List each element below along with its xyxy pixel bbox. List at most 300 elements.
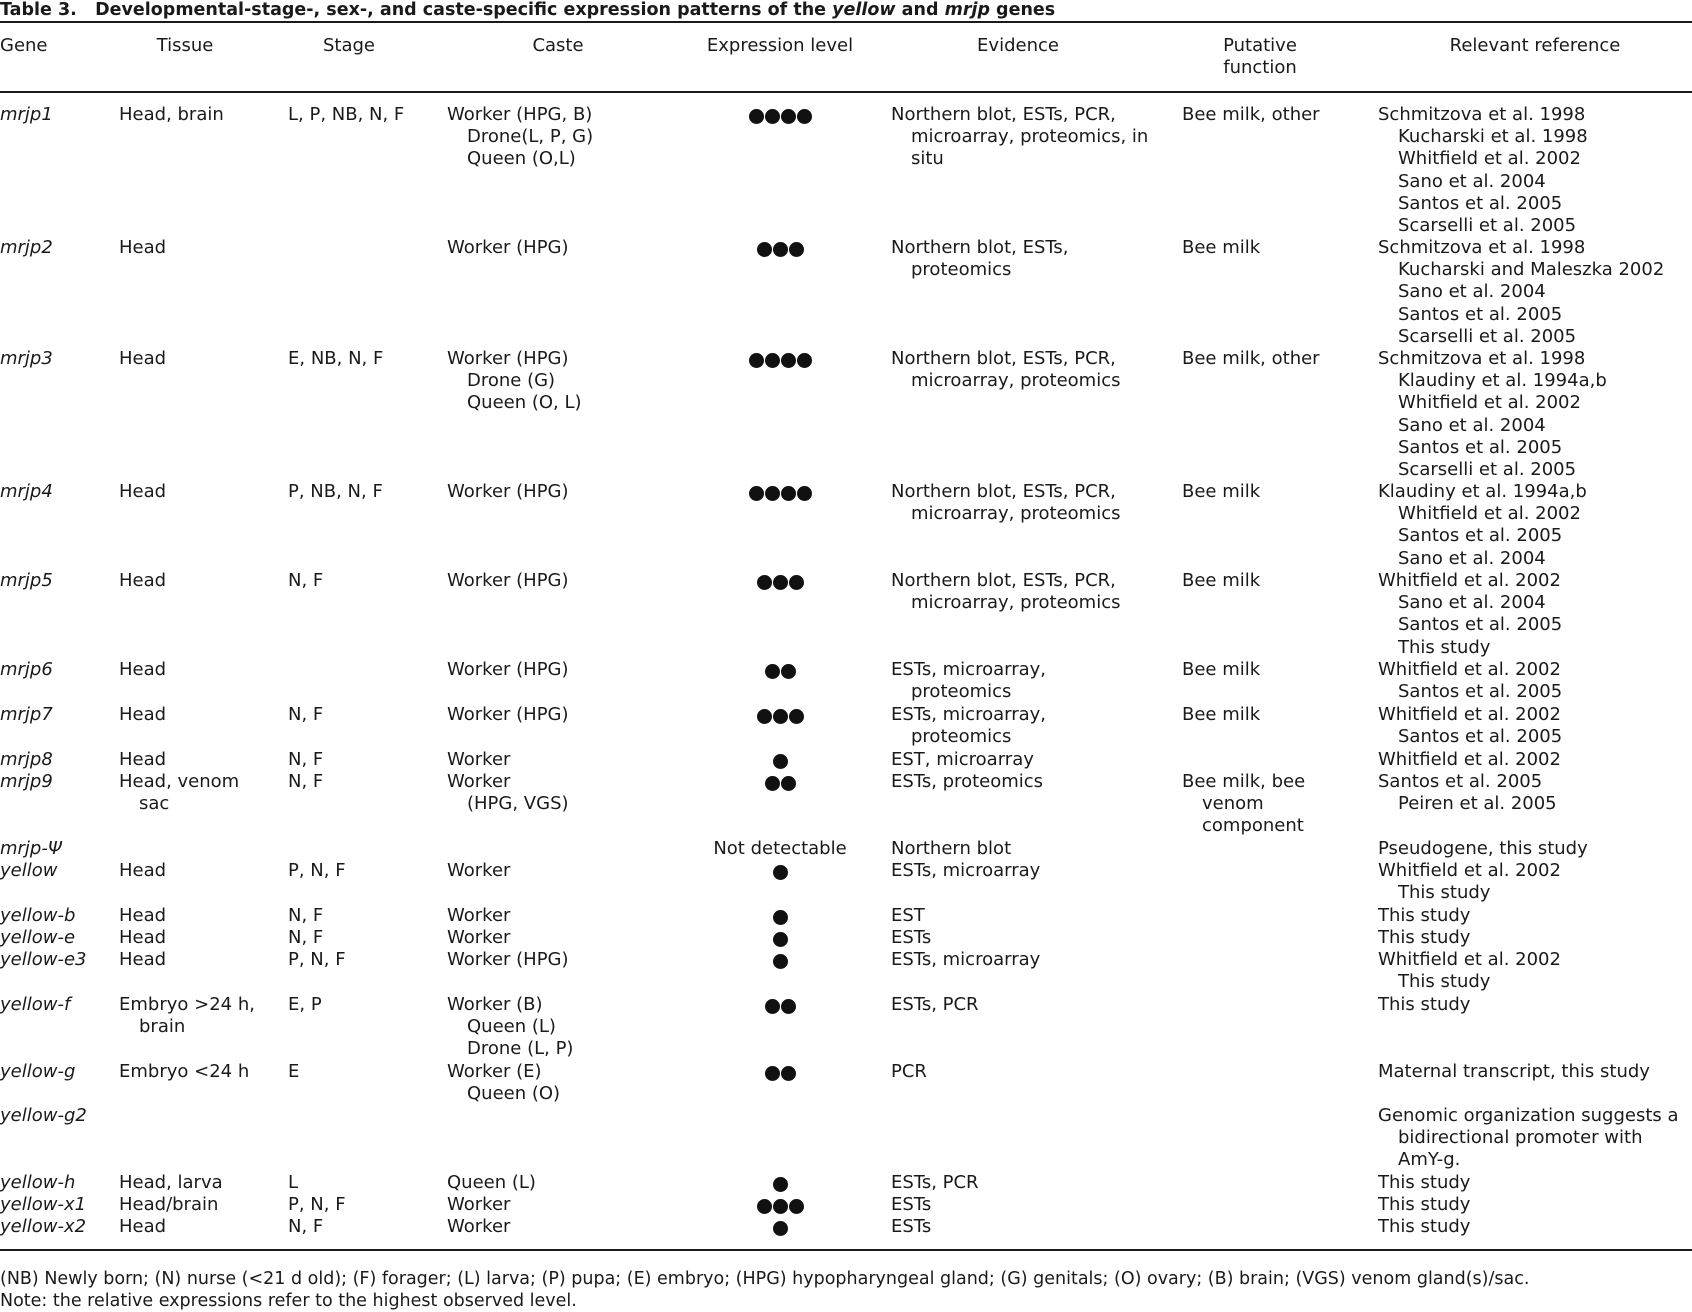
cell-reference <box>1378 927 1470 949</box>
cell-evidence <box>891 771 1043 793</box>
cell-tissue <box>119 481 166 503</box>
cell-line: Head <box>119 570 167 591</box>
cell-line: ESTs <box>891 1194 932 1215</box>
cell-stage <box>288 1172 298 1194</box>
cell-evidence <box>891 860 1040 882</box>
cell-evidence <box>891 927 931 949</box>
cell-gene: mrjp8 <box>0 749 53 770</box>
cell-line: Worker <box>447 927 511 948</box>
cell-line: Northern blot, ESTs, PCR, <box>891 481 1116 502</box>
cell-line: This study <box>1378 1172 1471 1193</box>
cell-line: Worker (HPG) <box>447 704 569 725</box>
cell-evidence <box>891 237 1069 281</box>
expression-dot-icon <box>773 754 788 769</box>
cell-line: L, P, NB, N, F <box>288 104 405 125</box>
cell-reference <box>1378 1105 1679 1172</box>
cell-expression <box>680 949 880 971</box>
cell-line: This study <box>1398 971 1491 993</box>
cell-line: Santos et al. 2005 <box>1398 436 1563 458</box>
cell-line: N, F <box>288 905 324 926</box>
cell-line: Schmitzova et al. 1998 <box>1378 237 1586 258</box>
cell-line: L <box>288 1172 299 1193</box>
cell-evidence <box>891 104 1148 171</box>
column-header-line: Caste <box>532 35 584 56</box>
caption-label: Table 3. <box>0 0 77 20</box>
cell-line: Queen (O,L) <box>467 148 576 170</box>
cell-caste <box>447 749 510 771</box>
cell-expression <box>680 771 880 793</box>
cell-line: Whitfield et al. 2002 <box>1398 392 1581 414</box>
cell-line: Head <box>119 481 167 502</box>
cell-line: Drone(L, P, G) <box>467 126 594 148</box>
expression-dot-icon <box>773 1199 788 1214</box>
cell-line: Worker <box>447 749 511 770</box>
cell-tissue <box>119 237 166 259</box>
cell-reference <box>1378 348 1607 481</box>
cell-caste <box>447 104 593 171</box>
cell-tissue <box>119 348 166 370</box>
cell-gene: yellow-x2 <box>0 1216 87 1237</box>
cell-line: Worker (HPG) <box>447 348 569 369</box>
cell-line: Santos et al. 2005 <box>1398 681 1563 703</box>
cell-line: proteomics <box>911 726 1012 748</box>
cell-reference <box>1378 949 1561 993</box>
cell-tissue <box>119 994 255 1038</box>
cell-line: Head <box>119 860 167 881</box>
cell-stage <box>288 860 346 882</box>
cell-gene: yellow <box>0 860 58 881</box>
cell-line: Northern blot, ESTs, <box>891 237 1069 258</box>
cell-line: Worker (HPG) <box>447 570 569 591</box>
cell-line: P, N, F <box>288 1194 346 1215</box>
cell-line: Santos et al. 2005 <box>1398 525 1563 547</box>
cell-line: Worker <box>447 860 511 881</box>
cell-line: Embryo >24 h, <box>119 994 255 1015</box>
cell-line: Whitfield et al. 2002 <box>1378 749 1561 770</box>
column-header-caste <box>428 35 688 57</box>
cell-evidence <box>891 1216 931 1238</box>
cell-stage <box>288 704 323 726</box>
cell-function <box>1182 237 1260 259</box>
cell-line: Sano et al. 2004 <box>1398 281 1546 303</box>
column-header-reference <box>1405 35 1665 57</box>
cell-line: Kucharski and Maleszka 2002 <box>1398 259 1665 281</box>
cell-line: N, F <box>288 1216 324 1237</box>
expression-dot-icon <box>781 776 796 791</box>
cell-line: Maternal transcript, this study <box>1378 1061 1650 1082</box>
cell-caste <box>447 771 569 815</box>
cell-caste <box>447 659 569 681</box>
cell-line: ESTs, PCR <box>891 994 979 1015</box>
cell-gene: yellow-g <box>0 1061 76 1082</box>
cell-stage <box>288 949 346 971</box>
cell-line: This study <box>1378 1194 1471 1215</box>
cell-caste <box>447 1061 560 1105</box>
column-header-line: Stage <box>322 35 375 56</box>
expression-dot-icon <box>757 1199 772 1214</box>
cell-stage <box>288 104 404 126</box>
cell-line: ESTs, proteomics <box>891 771 1044 792</box>
cell-gene: yellow-e3 <box>0 949 87 970</box>
column-header-line: Relevant reference <box>1449 35 1621 56</box>
cell-function <box>1182 570 1260 592</box>
cell-caste <box>447 1216 510 1238</box>
cell-stage <box>288 994 322 1016</box>
cell-tissue <box>119 860 166 882</box>
cell-line: Worker (E) <box>447 1061 542 1082</box>
cell-expression <box>680 1105 880 1127</box>
column-header-line: Tissue <box>156 35 214 56</box>
cell-line: N, F <box>288 771 324 792</box>
cell-line: Northern blot <box>891 838 1012 859</box>
cell-stage <box>288 749 323 771</box>
cell-line: Head, venom <box>119 771 240 792</box>
cell-function <box>1182 659 1260 681</box>
cell-line: PCR <box>891 1061 927 1082</box>
expression-dot-icon <box>789 575 804 590</box>
expression-dot-icon <box>781 109 796 124</box>
cell-line: This study <box>1378 994 1471 1015</box>
cell-tissue <box>119 927 166 949</box>
cell-line: Whitfield et al. 2002 <box>1378 860 1561 881</box>
cell-line: Northern blot, ESTs, PCR, <box>891 570 1116 591</box>
cell-line: (HPG, VGS) <box>467 793 569 815</box>
cell-evidence <box>891 749 1034 771</box>
column-header-line: Evidence <box>977 35 1059 56</box>
cell-expression <box>680 1172 880 1194</box>
cell-gene: mrjp5 <box>0 570 53 591</box>
cell-line: Drone (L, P) <box>467 1038 574 1060</box>
cell-stage <box>288 1194 346 1216</box>
cell-tissue <box>119 771 239 815</box>
cell-line: Whitfield et al. 2002 <box>1378 570 1561 591</box>
cell-reference <box>1378 994 1470 1016</box>
cell-stage <box>288 1216 323 1238</box>
cell-line: N, F <box>288 704 324 725</box>
cell-line: Worker (B) <box>447 994 543 1015</box>
cell-line: Queen (L) <box>447 1172 536 1193</box>
caption-text-mid: and <box>895 0 945 20</box>
cell-line: P, N, F <box>288 949 346 970</box>
cell-expression <box>680 1194 880 1216</box>
cell-gene: mrjp3 <box>0 348 53 369</box>
cell-line: Bee milk <box>1182 659 1261 680</box>
cell-line: Whitfield et al. 2002 <box>1398 148 1581 170</box>
cell-expression <box>680 104 880 126</box>
expression-dot-icon <box>773 910 788 925</box>
cell-caste <box>447 994 573 1061</box>
expression-text: Not detectable <box>713 838 847 859</box>
cell-evidence <box>891 838 1011 860</box>
cell-evidence <box>891 570 1121 614</box>
cell-line: E, P <box>288 994 322 1015</box>
cell-line: Worker <box>447 1194 511 1215</box>
cell-stage <box>288 927 323 949</box>
cell-expression <box>680 838 880 860</box>
expression-dot-icon <box>773 865 788 880</box>
cell-line: Head <box>119 1216 167 1237</box>
cell-line: Head <box>119 237 167 258</box>
cell-line: Whitfield et al. 2002 <box>1378 949 1561 970</box>
cell-stage <box>288 905 323 927</box>
column-header-evidence <box>888 35 1148 57</box>
cell-line: This study <box>1398 636 1491 658</box>
cell-reference <box>1378 570 1562 659</box>
cell-line: AmY-g. <box>1398 1149 1461 1171</box>
cell-line: Bee milk, other <box>1182 104 1320 125</box>
cell-caste <box>447 1194 510 1216</box>
cell-line: microarray, proteomics <box>911 503 1121 525</box>
cell-line: Santos et al. 2005 <box>1398 726 1563 748</box>
cell-expression <box>680 927 880 949</box>
column-header-function <box>1130 35 1390 79</box>
cell-line: Kucharski et al. 1998 <box>1398 126 1588 148</box>
caption-text-after: genes <box>989 0 1056 20</box>
cell-line: Klaudiny et al. 1994a,b <box>1398 370 1607 392</box>
cell-tissue <box>119 570 166 592</box>
cell-line: Queen (L) <box>467 1016 556 1038</box>
expression-dot-icon <box>765 999 780 1014</box>
cell-tissue <box>119 704 166 726</box>
cell-line: Worker (HPG) <box>447 659 569 680</box>
cell-reference <box>1378 1172 1470 1194</box>
cell-line: Santos et al. 2005 <box>1398 614 1563 636</box>
cell-line: Bee milk <box>1182 481 1261 502</box>
cell-caste <box>447 927 510 949</box>
cell-line: Worker <box>447 905 511 926</box>
table-footnotes <box>0 1268 1692 1312</box>
cell-line: ESTs, PCR <box>891 1172 979 1193</box>
cell-line: N, F <box>288 927 324 948</box>
cell-gene: yellow-e <box>0 927 76 948</box>
cell-expression <box>680 860 880 882</box>
expression-dot-icon <box>797 109 812 124</box>
expression-dot-icon <box>797 353 812 368</box>
cell-line: This study <box>1378 927 1471 948</box>
cell-evidence <box>891 949 1040 971</box>
cell-line: Santos et al. 2005 <box>1398 303 1563 325</box>
cell-reference <box>1378 704 1562 748</box>
expression-dot-icon <box>765 776 780 791</box>
cell-reference <box>1378 104 1588 237</box>
cell-stage <box>288 1061 299 1083</box>
cell-function <box>1182 348 1320 370</box>
cell-tissue <box>119 749 166 771</box>
cell-line: Drone (G) <box>467 370 556 392</box>
expression-dot-icon <box>765 664 780 679</box>
cell-line: Head <box>119 704 167 725</box>
cell-line: Schmitzova et al. 1998 <box>1378 348 1586 369</box>
column-header-line: Expression level <box>706 35 854 56</box>
expression-dot-icon <box>757 242 772 257</box>
cell-line: Worker (HPG, B) <box>447 104 593 125</box>
cell-line: Klaudiny et al. 1994a,b <box>1378 481 1587 502</box>
cell-line: This study <box>1378 905 1471 926</box>
cell-line: microarray, proteomics, in <box>911 126 1149 148</box>
cell-gene: yellow-h <box>0 1172 76 1193</box>
cell-line: ESTs, microarray, <box>891 704 1047 725</box>
expression-dot-icon <box>765 486 780 501</box>
cell-function <box>1182 704 1260 726</box>
cell-line: ESTs <box>891 1216 932 1237</box>
cell-expression <box>680 704 880 726</box>
caption-gene-mrjp: mrjp <box>944 0 990 20</box>
cell-expression <box>680 1216 880 1238</box>
cell-evidence <box>891 1194 931 1216</box>
cell-caste <box>447 481 569 503</box>
cell-reference <box>1378 1194 1470 1216</box>
cell-line: Head, brain <box>119 104 224 125</box>
expression-dot-icon <box>789 242 804 257</box>
cell-line: Scarselli et al. 2005 <box>1398 458 1577 480</box>
cell-gene: mrjp4 <box>0 481 53 502</box>
cell-gene: mrjp9 <box>0 771 53 792</box>
cell-line: Bee milk <box>1182 704 1261 725</box>
expression-dot-icon <box>749 353 764 368</box>
expression-dot-icon <box>773 1177 788 1192</box>
cell-line: Santos et al. 2005 <box>1378 771 1543 792</box>
cell-function <box>1182 771 1305 838</box>
cell-expression <box>680 481 880 503</box>
cell-line: component <box>1202 815 1304 837</box>
cell-line: P, N, F <box>288 860 346 881</box>
cell-tissue <box>119 905 166 927</box>
cell-line: Scarselli et al. 2005 <box>1398 214 1577 236</box>
cell-line: Sano et al. 2004 <box>1398 414 1546 436</box>
cell-gene: mrjp6 <box>0 659 53 680</box>
cell-expression <box>680 905 880 927</box>
expression-dot-icon <box>773 1221 788 1236</box>
column-header-line: function <box>1223 57 1297 78</box>
cell-line: Pseudogene, this study <box>1378 838 1588 859</box>
cell-line: Whitfield et al. 2002 <box>1398 503 1581 525</box>
cell-reference <box>1378 749 1561 771</box>
cell-tissue <box>119 104 224 126</box>
cell-line: ESTs, microarray <box>891 949 1041 970</box>
cell-evidence <box>891 994 979 1016</box>
cell-line: Bee milk, bee <box>1182 771 1306 792</box>
cell-expression <box>680 749 880 771</box>
cell-expression <box>680 659 880 681</box>
cell-caste <box>447 1172 536 1194</box>
cell-gene: yellow-f <box>0 994 71 1015</box>
column-header-gene <box>0 35 48 57</box>
cell-line: Head <box>119 949 167 970</box>
cell-tissue <box>119 659 166 681</box>
cell-reference <box>1378 481 1587 570</box>
cell-stage <box>288 771 323 793</box>
cell-reference <box>1378 237 1664 348</box>
cell-line: Sano et al. 2004 <box>1398 170 1546 192</box>
cell-expression <box>680 348 880 370</box>
cell-line: brain <box>139 1016 186 1038</box>
cell-caste <box>447 237 569 259</box>
cell-line: Bee milk, other <box>1182 348 1320 369</box>
cell-stage <box>288 348 383 370</box>
cell-gene: mrjp2 <box>0 237 53 258</box>
cell-expression <box>680 994 880 1016</box>
cell-reference <box>1378 771 1557 815</box>
expression-dot-icon <box>773 954 788 969</box>
expression-dot-icon <box>781 353 796 368</box>
cell-evidence <box>891 704 1046 748</box>
expression-dot-icon <box>773 709 788 724</box>
cell-line: EST, microarray <box>891 749 1034 770</box>
cell-gene: mrjp-Ψ <box>0 838 63 859</box>
cell-gene: mrjp7 <box>0 704 53 725</box>
cell-line: Head <box>119 659 167 680</box>
cell-line: Whitfield et al. 2002 <box>1378 659 1561 680</box>
cell-gene: mrjp1 <box>0 104 53 125</box>
column-header-line: Gene <box>0 35 48 56</box>
cell-line: Worker <box>447 771 511 792</box>
cell-line: Head/brain <box>119 1194 219 1215</box>
cell-line: Head <box>119 749 167 770</box>
cell-reference <box>1378 1061 1650 1083</box>
cell-stage <box>288 481 383 503</box>
expression-dot-icon <box>789 1199 804 1214</box>
expression-dot-icon <box>773 575 788 590</box>
cell-line: Schmitzova et al. 1998 <box>1378 104 1586 125</box>
cell-line: Queen (O) <box>467 1083 561 1105</box>
expression-dot-icon <box>781 486 796 501</box>
cell-line: Embryo <24 h <box>119 1061 250 1082</box>
cell-line: bidirectional promoter with <box>1398 1127 1643 1149</box>
cell-line: Santos et al. 2005 <box>1398 192 1563 214</box>
cell-line: microarray, proteomics <box>911 370 1121 392</box>
cell-line: microarray, proteomics <box>911 592 1121 614</box>
cell-line: Worker (HPG) <box>447 481 569 502</box>
cell-line: P, NB, N, F <box>288 481 383 502</box>
cell-line: This study <box>1378 1216 1471 1237</box>
cell-tissue <box>119 1194 218 1216</box>
expression-dot-icon <box>781 1066 796 1081</box>
cell-line: Head <box>119 905 167 926</box>
cell-line: E <box>288 1061 300 1082</box>
cell-line: Whitfield et al. 2002 <box>1378 704 1561 725</box>
cell-line: EST <box>891 905 925 926</box>
expression-dot-icon <box>765 1066 780 1081</box>
cell-line: ESTs, microarray <box>891 860 1041 881</box>
cell-caste <box>447 905 510 927</box>
cell-line: Sano et al. 2004 <box>1398 547 1546 569</box>
cell-tissue <box>119 949 166 971</box>
expression-dot-icon <box>781 999 796 1014</box>
cell-tissue <box>119 1172 223 1194</box>
cell-line: Queen (O, L) <box>467 392 582 414</box>
caption-text-before: Developmental-stage-, sex-, and caste-specific expression patterns of the <box>95 0 833 20</box>
expression-dot-icon <box>781 664 796 679</box>
cell-line: Worker (HPG) <box>447 237 569 258</box>
cell-line: Scarselli et al. 2005 <box>1398 325 1577 347</box>
cell-reference <box>1378 838 1588 860</box>
cell-evidence <box>891 1172 979 1194</box>
cell-function <box>1182 481 1260 503</box>
cell-line: Peiren et al. 2005 <box>1398 793 1557 815</box>
cell-line: Head, larva <box>119 1172 223 1193</box>
cell-line: Genomic organization suggests a <box>1378 1105 1679 1126</box>
expression-dot-icon <box>757 575 772 590</box>
cell-evidence <box>891 1061 927 1083</box>
cell-line: Head <box>119 348 167 369</box>
cell-line: Northern blot, ESTs, PCR, <box>891 348 1116 369</box>
footnote-note: Note: the relative expressions refer to the highest observed level. <box>0 1291 577 1311</box>
cell-line: Bee milk <box>1182 237 1261 258</box>
cell-line: situ <box>911 148 944 170</box>
cell-reference <box>1378 905 1470 927</box>
expression-dot-icon <box>757 709 772 724</box>
cell-caste <box>447 570 569 592</box>
